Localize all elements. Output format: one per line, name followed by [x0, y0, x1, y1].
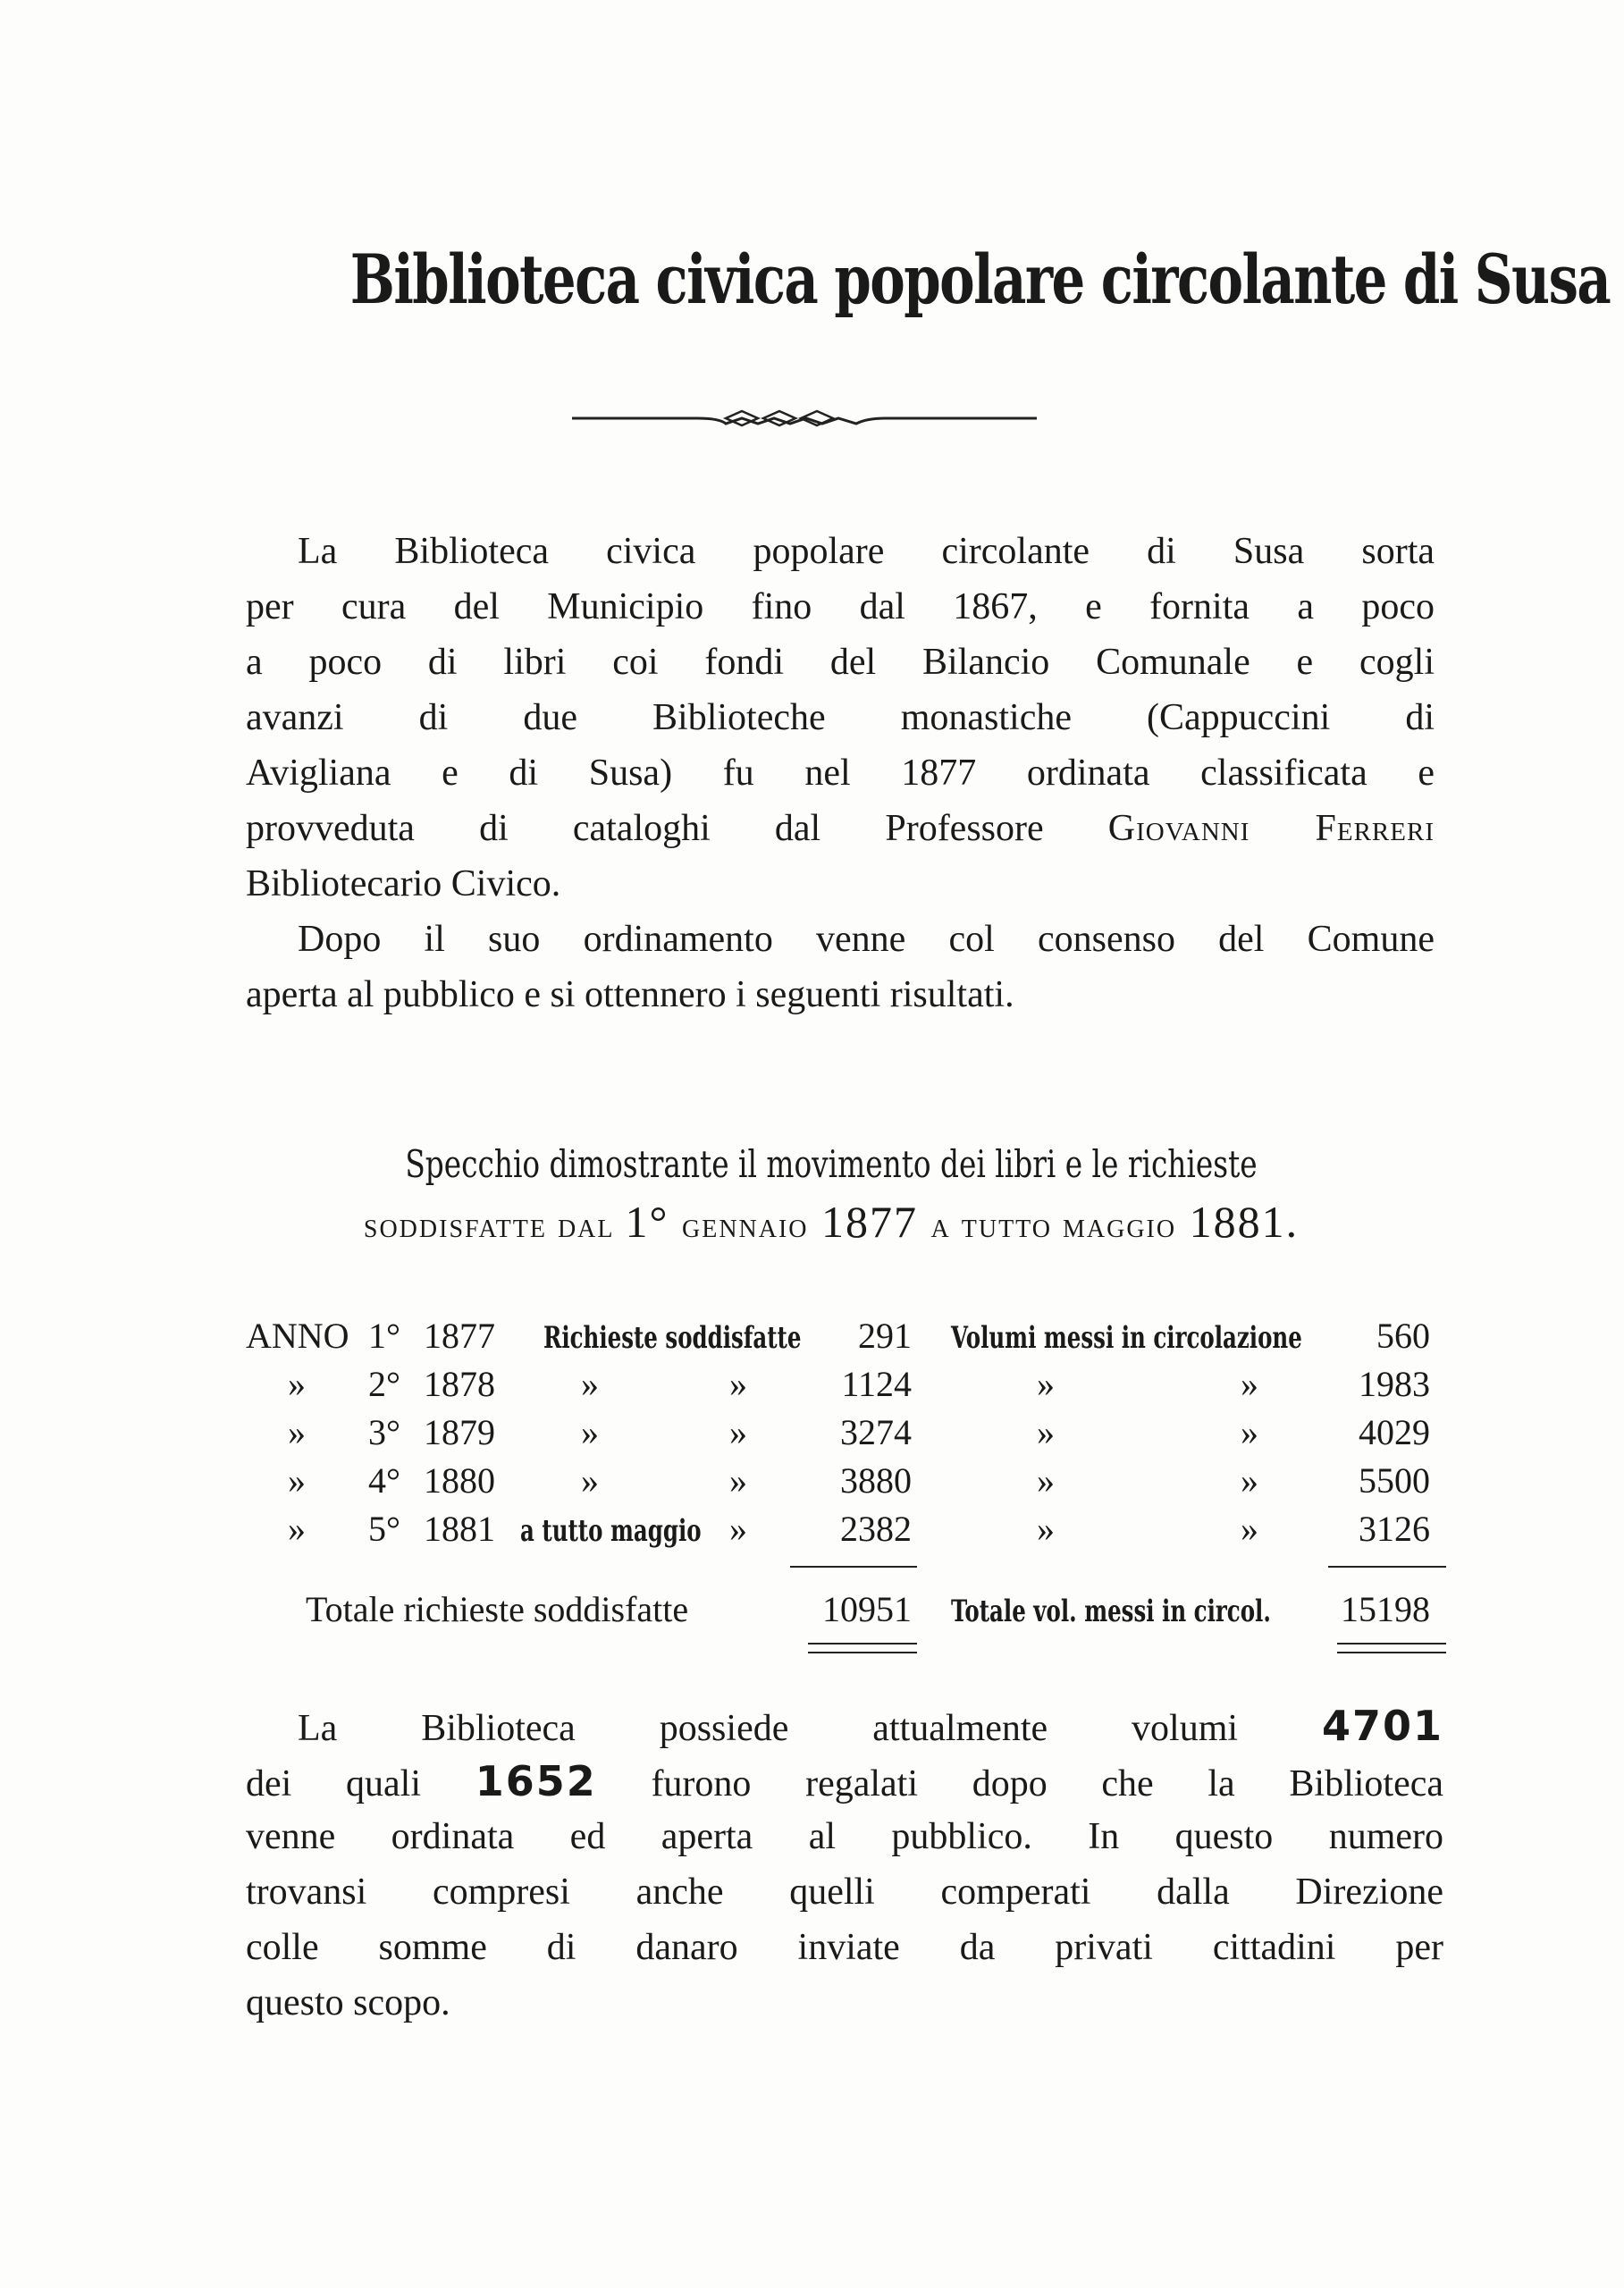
total-requests: 10951	[822, 1589, 912, 1629]
row-year: 1879	[424, 1412, 495, 1452]
row-ordinal: 4°	[368, 1460, 400, 1501]
sum-rule	[790, 1566, 917, 1568]
intro-line-text: provveduta di cataloghi dal Professore	[246, 808, 1044, 849]
closing-line	[246, 1754, 1443, 1809]
row-note: a tutto maggio	[520, 1513, 702, 1549]
double-rule	[808, 1652, 917, 1653]
ditto-mark: »	[729, 1509, 747, 1549]
total-volumes-label: Totale vol. messi in circol.	[951, 1594, 1271, 1629]
row-year: 1881	[424, 1509, 495, 1549]
closing-text: furono regalati dopo che la Biblioteca	[651, 1763, 1444, 1804]
caption-part: 1877	[808, 1197, 931, 1247]
caption-part: soddisfatte dal	[363, 1205, 615, 1245]
ditto-mark: »	[1037, 1412, 1055, 1452]
row-requests: 1124	[841, 1364, 912, 1404]
intro-line: avanzi di due Biblioteche monastiche (Cappuccini di	[246, 697, 1435, 738]
ditto-mark: »	[1241, 1364, 1258, 1404]
ditto-mark: »	[1037, 1460, 1055, 1501]
double-rule	[1337, 1652, 1446, 1653]
closing-line	[246, 1698, 1443, 1754]
caption-part: 1°	[625, 1197, 682, 1247]
ditto-mark: »	[1241, 1460, 1258, 1501]
donated-count: 1652	[475, 1757, 597, 1805]
row-year: 1880	[424, 1460, 495, 1501]
intro-line: Bibliotecario Civico.	[246, 863, 561, 904]
row-ordinal: 1°	[368, 1316, 400, 1356]
page-title: Biblioteca civica popolare circolante di Susa	[349, 240, 1611, 319]
row-requests: 3880	[840, 1460, 912, 1501]
row-anno: »	[288, 1509, 306, 1549]
closing-line: colle somme di danaro inviate da privati cittadini per	[246, 1927, 1443, 1968]
ditto-mark: »	[729, 1460, 747, 1501]
intro-line: La Biblioteca civica popolare circolante di Susa sorta	[298, 531, 1435, 572]
double-rule	[1337, 1643, 1446, 1644]
closing-line: venne ordinata ed aperta al pubblico. In questo numero	[246, 1816, 1443, 1857]
ditto-mark: »	[1241, 1412, 1258, 1452]
sum-rule	[1328, 1566, 1446, 1568]
row-anno: ANNO	[246, 1316, 349, 1356]
row-ordinal: 3°	[368, 1412, 400, 1452]
closing-paragraph	[246, 1698, 1443, 2031]
ditto-mark: »	[1241, 1509, 1258, 1549]
author-name: Giovanni Ferreri	[1107, 808, 1435, 849]
total-volumes: 15198	[1341, 1589, 1430, 1629]
caption-part: gennaio	[682, 1205, 809, 1245]
ditto-mark: »	[729, 1412, 747, 1452]
row-ordinal: 2°	[368, 1364, 400, 1404]
ditto-mark: »	[1037, 1364, 1055, 1404]
intro-line: a poco di libri coi fondi del Bilancio Comunale e cogli	[246, 642, 1435, 683]
row-anno: »	[288, 1364, 306, 1404]
total-requests-label: Totale richieste soddisfatte	[306, 1589, 689, 1629]
row-volumes: 560	[1376, 1316, 1430, 1356]
ditto-mark: »	[581, 1460, 599, 1501]
row-year: 1877	[424, 1316, 495, 1356]
volume-count: 4701	[1321, 1702, 1443, 1750]
closing-line: questo scopo.	[246, 1982, 450, 2023]
closing-line: trovansi compresi anche quelli comperati dalla Direzione	[246, 1872, 1443, 1913]
row-volumes: 1983	[1359, 1364, 1430, 1404]
row-label-volumes: Volumi messi in circolazione	[951, 1320, 1302, 1356]
closing-text: La Biblioteca possiede attualmente volumi	[298, 1708, 1239, 1749]
row-anno: »	[288, 1460, 306, 1501]
row-requests: 291	[858, 1316, 912, 1356]
intro-line: Dopo il suo ordinamento venne col consenso del Comune	[298, 919, 1435, 960]
ditto-mark: »	[1037, 1509, 1055, 1549]
row-year: 1878	[424, 1364, 495, 1404]
caption-part: 1881.	[1176, 1197, 1300, 1247]
ditto-mark: »	[581, 1364, 599, 1404]
caption-part: a tutto maggio	[930, 1205, 1177, 1245]
intro-line: per cura del Municipio fino dal 1867, e fornita a poco	[246, 586, 1435, 627]
ditto-mark: »	[729, 1364, 747, 1404]
row-anno: »	[288, 1412, 306, 1452]
row-volumes: 5500	[1359, 1460, 1430, 1501]
table-caption-line1: Specchio dimostrante il movimento dei libri e le richieste	[405, 1142, 1258, 1186]
row-volumes: 3126	[1359, 1509, 1430, 1549]
row-volumes: 4029	[1359, 1412, 1430, 1452]
row-label-requests: Richieste soddisfatte	[543, 1320, 802, 1356]
ditto-mark: »	[581, 1412, 599, 1452]
row-ordinal: 5°	[368, 1509, 400, 1549]
intro-line: aperta al pubblico e si ottennero i seguenti risultati.	[246, 974, 1014, 1015]
row-requests: 2382	[840, 1509, 912, 1549]
row-requests: 3274	[840, 1412, 912, 1452]
intro-line: Avigliana e di Susa) fu nel 1877 ordinata classificata e	[246, 753, 1435, 794]
double-rule	[808, 1643, 917, 1644]
closing-text: dei quali	[246, 1763, 421, 1804]
